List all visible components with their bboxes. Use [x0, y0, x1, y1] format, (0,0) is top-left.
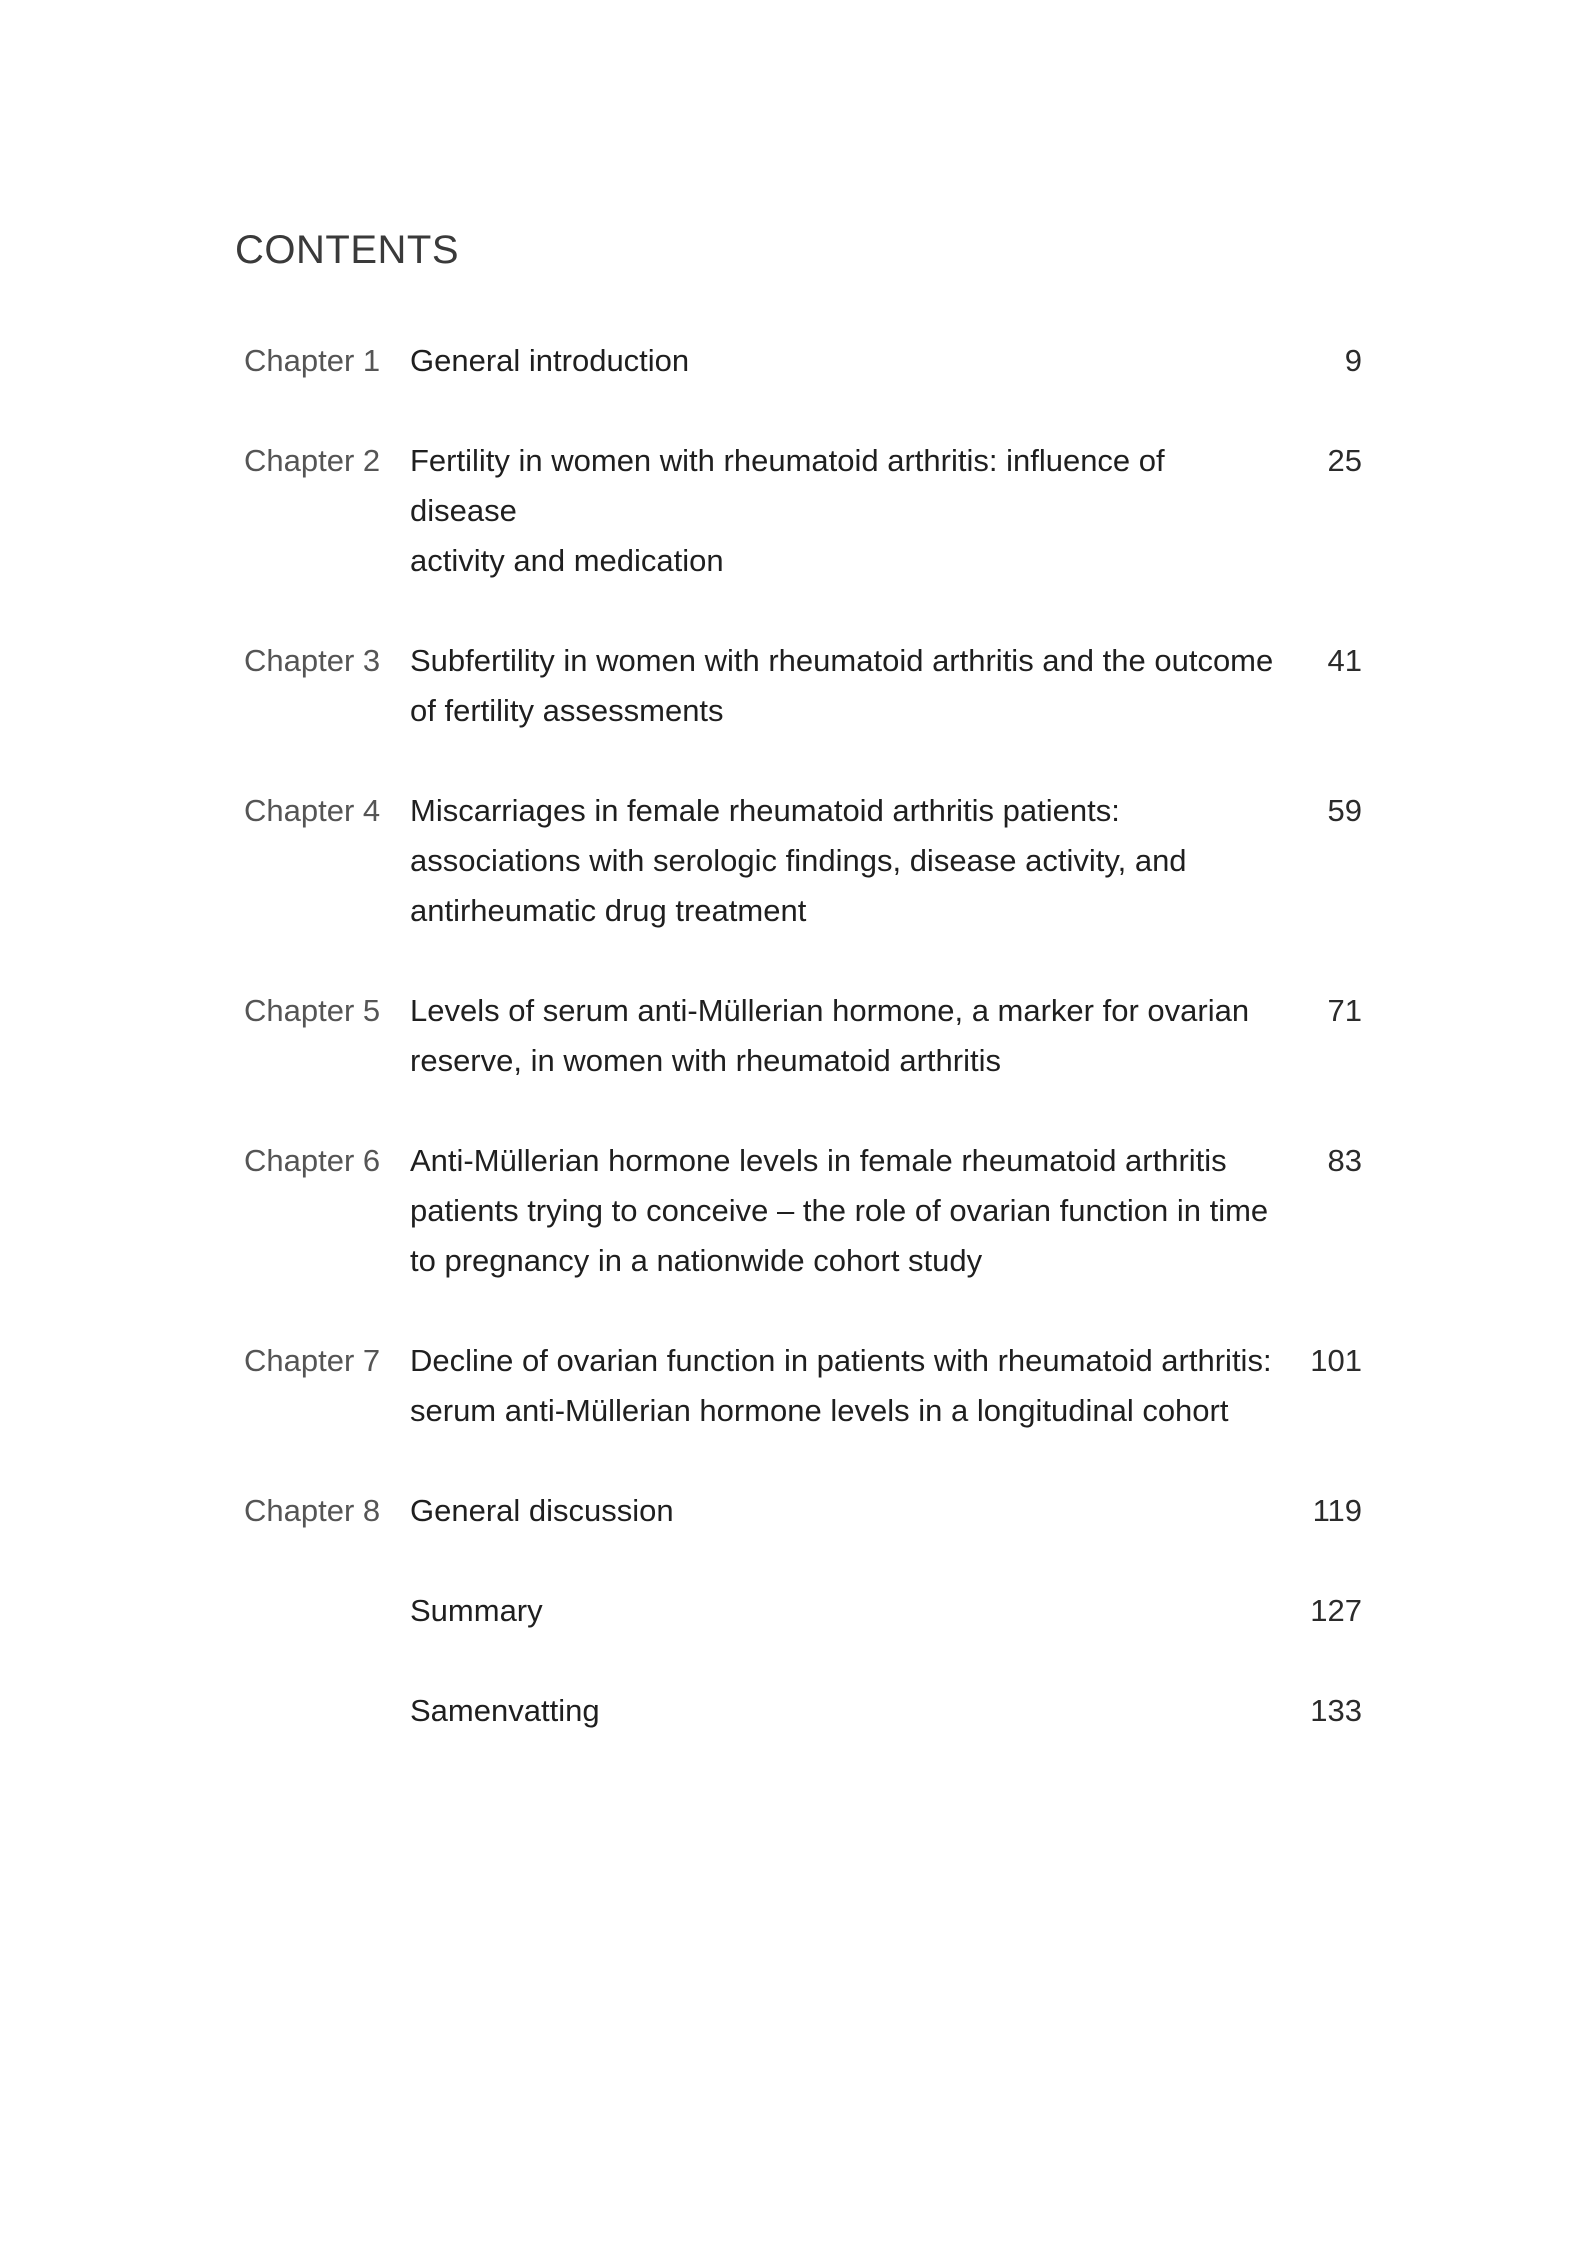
table-of-contents — [244, 336, 1366, 1786]
chapter-label: Chapter 8 — [244, 1493, 381, 1528]
page-number: 25 — [1327, 443, 1362, 478]
chapter-title: Levels of serum anti-Müllerian hormone, a marker for ovarian reserve, in women with rheumatoid arthritis — [410, 993, 1250, 1078]
chapter-title: Subfertility in women with rheumatoid arthritis and the outcome of fertility assessments — [410, 643, 1274, 728]
chapter-title: Fertility in women with rheumatoid arthritis: influence of disease activity and medication — [410, 443, 1165, 578]
chapter-title: Miscarriages in female rheumatoid arthritis patients: associations with serologic findings, disease activity, and antirheumatic drug treatment — [410, 793, 1187, 928]
chapter-title: Decline of ovarian function in patients with rheumatoid arthritis: serum anti-Müllerian hormone levels in a longitudinal cohort — [410, 1343, 1272, 1428]
chapter-label: Chapter 1 — [244, 343, 381, 378]
chapter-title: General introduction — [410, 343, 690, 378]
chapter-label: Chapter 4 — [244, 793, 381, 828]
page-number: 41 — [1327, 643, 1362, 678]
toc-entry-chapter-2[interactable] — [244, 436, 1366, 586]
toc-entry-chapter-5[interactable] — [244, 986, 1366, 1086]
toc-entry-chapter-6[interactable] — [244, 1136, 1366, 1286]
chapter-title: Anti-Müllerian hormone levels in female rheumatoid arthritis patients trying to conceive – the role of ovarian function in time to pregnancy in a nationwide cohort study — [410, 1143, 1269, 1278]
toc-entry-summary[interactable] — [244, 1586, 1366, 1636]
chapter-label: Chapter 3 — [244, 643, 381, 678]
page-number: 101 — [1310, 1343, 1362, 1378]
toc-entry-chapter-3[interactable] — [244, 636, 1366, 736]
toc-entry-chapter-7[interactable] — [244, 1336, 1366, 1436]
chapter-title: Samenvatting — [410, 1693, 600, 1728]
toc-entry-chapter-8[interactable] — [244, 1486, 1366, 1536]
chapter-label: Chapter 5 — [244, 993, 381, 1028]
chapter-label: Chapter 2 — [244, 443, 381, 478]
toc-entry-chapter-1[interactable] — [244, 336, 1366, 386]
page-number: 127 — [1310, 1593, 1362, 1628]
page-number: 71 — [1327, 993, 1362, 1028]
page-number: 119 — [1312, 1493, 1362, 1528]
chapter-title: General discussion — [410, 1493, 674, 1528]
chapter-label: Chapter 6 — [244, 1143, 381, 1178]
page-number: 59 — [1327, 793, 1362, 828]
page-number: 133 — [1310, 1693, 1362, 1728]
chapter-label: Chapter 7 — [244, 1343, 381, 1378]
page-number: 83 — [1327, 1143, 1362, 1178]
chapter-title: Summary — [410, 1593, 543, 1628]
toc-entry-samenvatting[interactable] — [244, 1686, 1366, 1736]
toc-entry-chapter-4[interactable] — [244, 786, 1366, 936]
page-title: CONTENTS — [235, 228, 459, 272]
page-number: 9 — [1344, 343, 1362, 378]
